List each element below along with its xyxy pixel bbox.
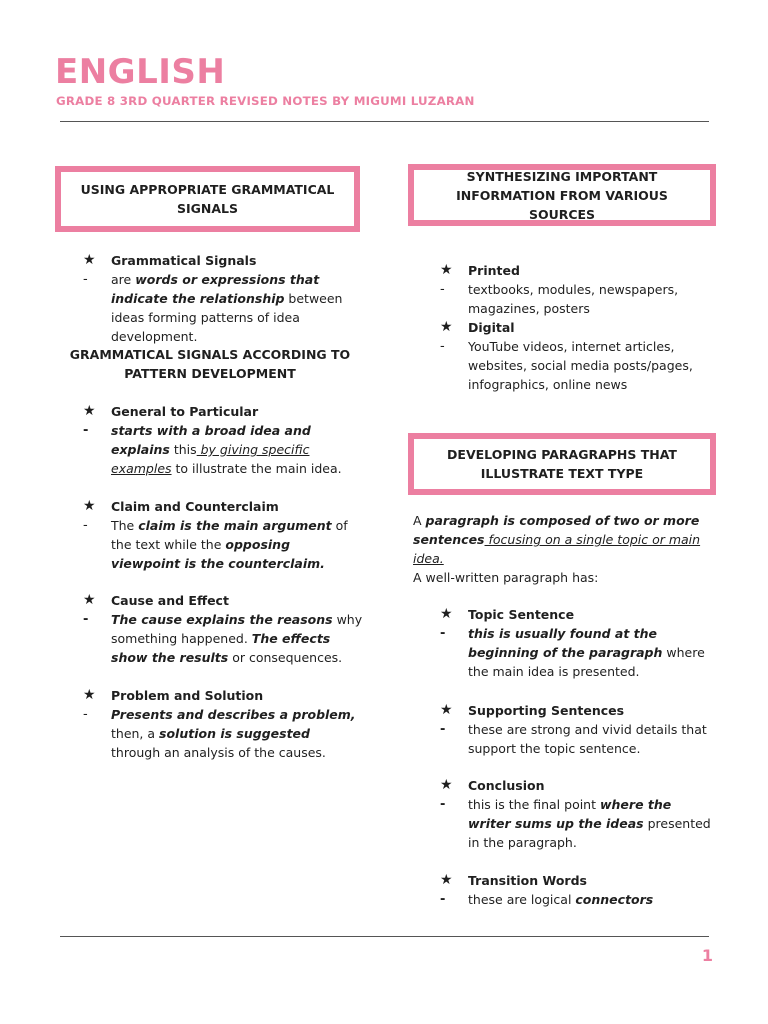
- paragraph-definition: [413, 511, 713, 568]
- item-text: YouTube videos, internet articles, websites, social media posts/pages, infographics, online news: [468, 339, 693, 392]
- text-run: opposing viewpoint is the counterclaim.: [111, 537, 325, 571]
- list-item: [83, 705, 363, 762]
- text-run: starts with a broad idea and explains: [111, 423, 311, 457]
- list-item: [83, 270, 363, 346]
- list-item: [440, 795, 715, 852]
- text-run: words or expressions that indicate the relationship: [111, 272, 320, 306]
- text-run: The cause explains the reasons: [111, 612, 333, 627]
- list-item: [83, 497, 363, 516]
- text-run: The: [111, 518, 139, 533]
- dash-icon: -: [440, 339, 445, 354]
- star-icon: ★: [440, 872, 453, 888]
- dash-icon: -: [83, 707, 88, 722]
- text-run: solution is suggested: [159, 726, 310, 741]
- item-text: [111, 421, 363, 478]
- dash-icon: -: [83, 518, 88, 533]
- section-box-grammatical-signals: [55, 166, 360, 232]
- star-icon: ★: [440, 702, 453, 718]
- item-text: textbooks, modules, newspapers, magazines, posters: [468, 282, 679, 316]
- section-title: DEVELOPING PARAGRAPHS THAT ILLUSTRATE TEXT TYPE: [447, 447, 677, 481]
- dash-icon: -: [83, 423, 89, 438]
- star-icon: ★: [440, 777, 453, 793]
- text-run: paragraph is composed of two or more sentences: [413, 513, 700, 547]
- text-run: A well-written paragraph has:: [413, 570, 599, 585]
- claim-counterclaim-block: [83, 497, 363, 573]
- bottom-divider: [60, 936, 709, 937]
- text-run: where the writer sums up the ideas: [468, 797, 672, 831]
- cause-effect-block: [83, 591, 363, 667]
- well-written-intro: [413, 568, 713, 587]
- text-run: this is usually found at the beginning of the paragraph: [468, 626, 663, 660]
- list-item: [440, 720, 715, 758]
- dash-icon: -: [83, 612, 89, 627]
- item-text: [468, 624, 715, 681]
- list-item: [440, 776, 715, 795]
- item-heading: Grammatical Signals: [111, 253, 257, 268]
- text-run: claim is the main argument: [138, 518, 332, 533]
- text-run: focusing on a single topic or main idea.: [413, 532, 701, 566]
- item-heading: Problem and Solution: [111, 688, 264, 703]
- item-heading: Transition Words: [468, 873, 587, 888]
- pattern-subheading: [60, 345, 360, 383]
- list-item: [440, 624, 715, 681]
- grammatical-signals-block: [83, 251, 363, 346]
- item-text: these are strong and vivid details that support the topic sentence.: [468, 722, 707, 756]
- list-item: [440, 890, 715, 909]
- sources-block: [440, 261, 710, 394]
- page-title: ENGLISH: [55, 52, 226, 92]
- problem-solution-block: [83, 686, 363, 762]
- text-run: why something happened.: [111, 612, 363, 646]
- list-item: [440, 605, 715, 624]
- list-item: [440, 871, 715, 890]
- dash-icon: -: [440, 797, 446, 812]
- list-item: [83, 402, 363, 421]
- item-text: [468, 890, 715, 909]
- list-item: [440, 701, 715, 720]
- list-item: [440, 261, 710, 280]
- star-icon: ★: [83, 592, 96, 608]
- section-box-developing-paragraphs: [408, 433, 716, 495]
- dash-icon: -: [83, 272, 88, 287]
- item-text: [111, 705, 363, 762]
- text-run: Presents and describes a problem,: [111, 707, 356, 722]
- list-item: [83, 610, 363, 667]
- top-divider: [60, 121, 709, 122]
- section-title: USING APPROPRIATE GRAMMATICAL SIGNALS: [80, 182, 335, 216]
- item-heading: Conclusion: [468, 778, 545, 793]
- item-heading: Topic Sentence: [468, 607, 575, 622]
- text-run: to illustrate the main idea.: [171, 461, 342, 476]
- item-heading: Digital: [468, 320, 515, 335]
- star-icon: ★: [440, 319, 453, 335]
- item-text: [111, 270, 363, 346]
- list-item: [83, 516, 363, 573]
- text-run: through an analysis of the causes.: [111, 745, 326, 760]
- item-heading: Supporting Sentences: [468, 703, 625, 718]
- dash-icon: -: [440, 282, 445, 297]
- star-icon: ★: [83, 252, 96, 268]
- page-number: 1: [701, 946, 713, 965]
- section-title: SYNTHESIZING IMPORTANT INFORMATION FROM VARIOUS SOURCES: [456, 168, 668, 222]
- text-run: this is the final point: [468, 797, 600, 812]
- text-run: these are logical: [468, 892, 576, 907]
- text-run: between ideas forming patterns of idea development.: [111, 291, 343, 344]
- list-item: [83, 591, 363, 610]
- item-heading: Printed: [468, 263, 520, 278]
- list-item: [83, 251, 363, 270]
- dash-icon: -: [440, 892, 446, 907]
- list-item: [83, 686, 363, 705]
- star-icon: ★: [440, 606, 453, 622]
- conclusion-block: [440, 776, 715, 852]
- subheading-text: GRAMMATICAL SIGNALS ACCORDING TO PATTERN DEVELOPMENT: [69, 347, 351, 381]
- list-item: [440, 318, 710, 337]
- list-item: [440, 280, 710, 318]
- text-run: connectors: [575, 892, 654, 907]
- transition-words-block: [440, 871, 715, 909]
- list-item: [83, 421, 363, 478]
- text-run: where the main idea is presented.: [468, 645, 705, 679]
- dash-icon: -: [440, 626, 446, 641]
- item-text: [468, 795, 715, 852]
- star-icon: ★: [440, 262, 453, 278]
- item-heading: Claim and Counterclaim: [111, 499, 279, 514]
- text-run: then, a: [111, 726, 160, 741]
- star-icon: ★: [83, 687, 96, 703]
- star-icon: ★: [83, 403, 96, 419]
- supporting-sentences-block: [440, 701, 715, 758]
- text-run: by giving specific examples: [111, 442, 310, 476]
- item-heading: General to Particular: [111, 404, 259, 419]
- section-box-synthesizing: [408, 164, 716, 226]
- topic-sentence-block: [440, 605, 715, 681]
- text-run: of the text while the: [111, 518, 348, 552]
- text-run: or consequences.: [228, 650, 343, 665]
- star-icon: ★: [83, 498, 96, 514]
- text-run: A: [413, 513, 426, 528]
- list-item: [440, 337, 710, 394]
- text-run: are: [111, 272, 136, 287]
- dash-icon: -: [440, 722, 446, 737]
- text-run: The effects show the results: [111, 631, 331, 665]
- general-particular-block: [83, 402, 363, 478]
- item-text: [111, 516, 363, 573]
- text-run: presented in the paragraph.: [468, 816, 711, 850]
- text-run: this: [169, 442, 197, 457]
- page-subtitle: GRADE 8 3RD QUARTER REVISED NOTES BY MIGUMI LUZARAN: [56, 94, 475, 108]
- item-text: [111, 610, 363, 667]
- item-heading: Cause and Effect: [111, 593, 229, 608]
